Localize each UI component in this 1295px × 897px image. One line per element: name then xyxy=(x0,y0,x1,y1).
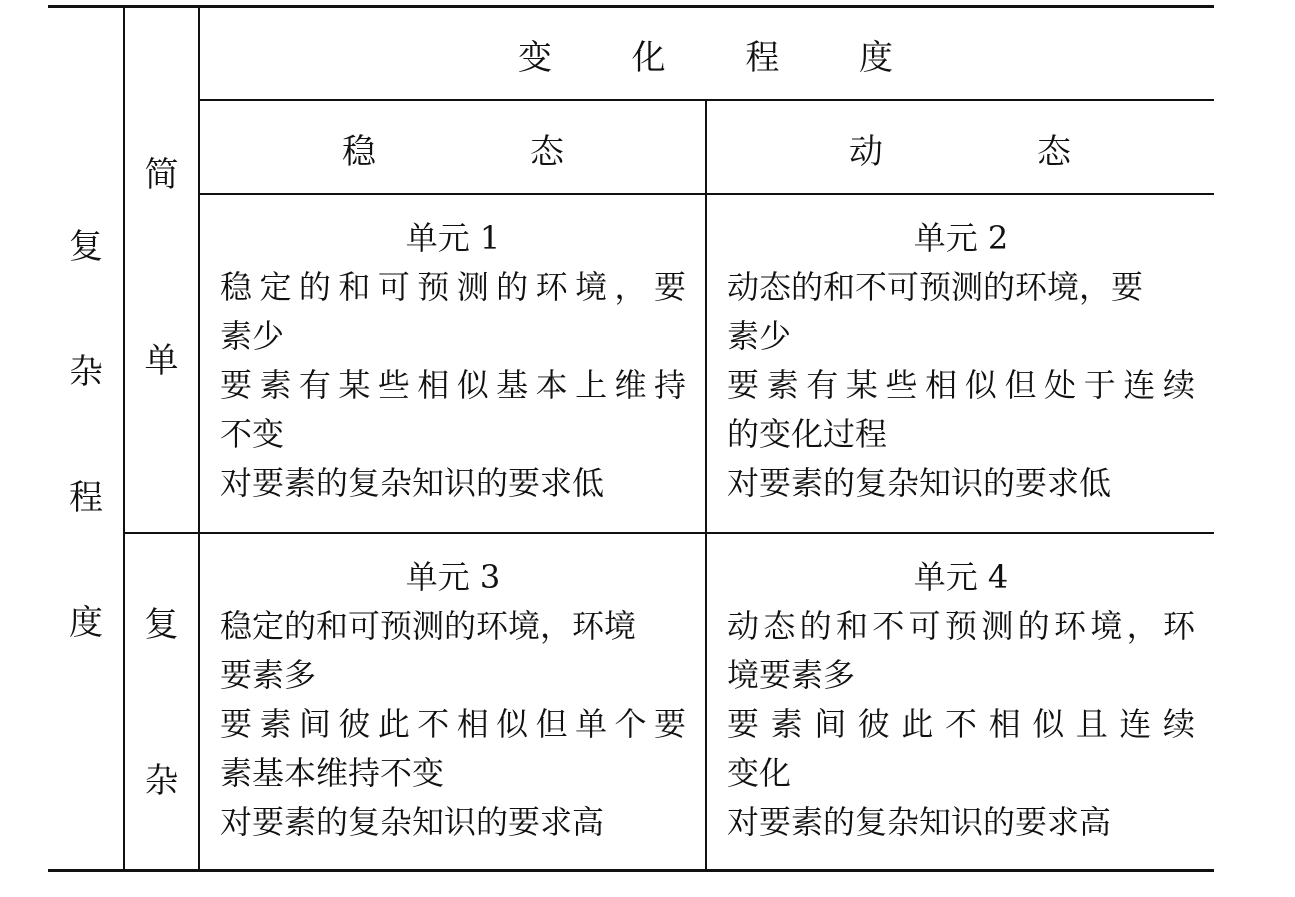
complexity-char-3: 程 xyxy=(69,477,103,518)
header-char-3: 程 xyxy=(745,37,780,78)
complexity-char-4: 度 xyxy=(69,602,103,643)
unit-4-title: 单元 4 xyxy=(913,558,1009,596)
hline-between-rows xyxy=(124,532,1214,534)
unit-1-line-1: 稳定的和可预测的环境，要 xyxy=(220,268,686,306)
unit-1-line-5: 对要素的复杂知识的要求低 xyxy=(220,464,605,502)
row-simple-char-1: 简 xyxy=(144,155,179,195)
unit-3-title: 单元 3 xyxy=(405,558,501,596)
unit-3-line-3: 要素间彼此不相似但单个要 xyxy=(220,705,686,743)
unit-3-line-1: 稳定的和可预测的环境，环境 xyxy=(220,607,637,645)
row-complex-label xyxy=(124,605,199,801)
unit-2-line-3: 要素有某些相似但处于连续 xyxy=(727,366,1195,404)
unit-2-cell xyxy=(727,214,1195,508)
col-stable-char-2: 态 xyxy=(530,131,564,172)
complexity-char-2: 杂 xyxy=(69,352,103,393)
header-char-1: 变 xyxy=(518,37,552,78)
unit-1-line-2: 素少 xyxy=(220,317,285,355)
col-dynamic-char-1: 动 xyxy=(849,131,883,172)
col-dynamic-header xyxy=(849,124,1071,172)
unit-1-line-3: 要素有某些相似基本上维持 xyxy=(220,366,686,404)
unit-3-line-5: 对要素的复杂知识的要求高 xyxy=(220,803,605,841)
unit-4-line-5: 对要素的复杂知识的要求高 xyxy=(727,803,1112,841)
vline-middle xyxy=(705,100,707,870)
row-complex-char-1: 复 xyxy=(144,605,179,645)
unit-1-title: 单元 1 xyxy=(405,219,501,257)
unit-2-line-5: 对要素的复杂知识的要求低 xyxy=(727,464,1112,502)
top-rule xyxy=(48,5,1214,8)
complexity-char-1: 复 xyxy=(69,227,103,267)
unit-3-cell xyxy=(220,553,686,847)
unit-1-cell xyxy=(220,214,686,508)
col-dynamic-char-2: 态 xyxy=(1037,131,1071,172)
header-char-2: 化 xyxy=(631,37,666,78)
complexity-label xyxy=(48,227,124,643)
unit-1-line-4: 不变 xyxy=(220,415,285,453)
col-stable-header xyxy=(342,124,564,172)
row-simple-char-2: 单 xyxy=(144,341,179,381)
bottom-rule xyxy=(48,869,1214,872)
change-degree-header xyxy=(518,30,893,78)
unit-2-line-4: 的变化过程 xyxy=(727,415,888,453)
unit-4-line-2: 境要素多 xyxy=(727,656,856,694)
row-simple-label xyxy=(124,155,199,381)
unit-3-line-4: 素基本维持不变 xyxy=(220,754,445,792)
unit-2-title: 单元 2 xyxy=(913,219,1009,257)
unit-2-line-1: 动态的和不可预测的环境，要 xyxy=(727,268,1144,306)
hline-under-top-header xyxy=(199,99,1214,101)
unit-4-line-4: 变化 xyxy=(727,754,792,792)
row-complex-char-2: 杂 xyxy=(144,761,179,801)
col-stable-char-1: 稳 xyxy=(342,131,376,172)
hline-under-col-header xyxy=(199,193,1214,195)
unit-3-line-2: 要素多 xyxy=(220,656,317,694)
unit-4-line-1: 动态的和不可预测的环境，环 xyxy=(727,607,1195,645)
unit-4-cell xyxy=(727,553,1195,847)
header-char-4: 度 xyxy=(858,37,893,78)
unit-2-line-2: 素少 xyxy=(727,317,792,355)
unit-4-line-3: 要素间彼此不相似且连续 xyxy=(727,705,1195,743)
